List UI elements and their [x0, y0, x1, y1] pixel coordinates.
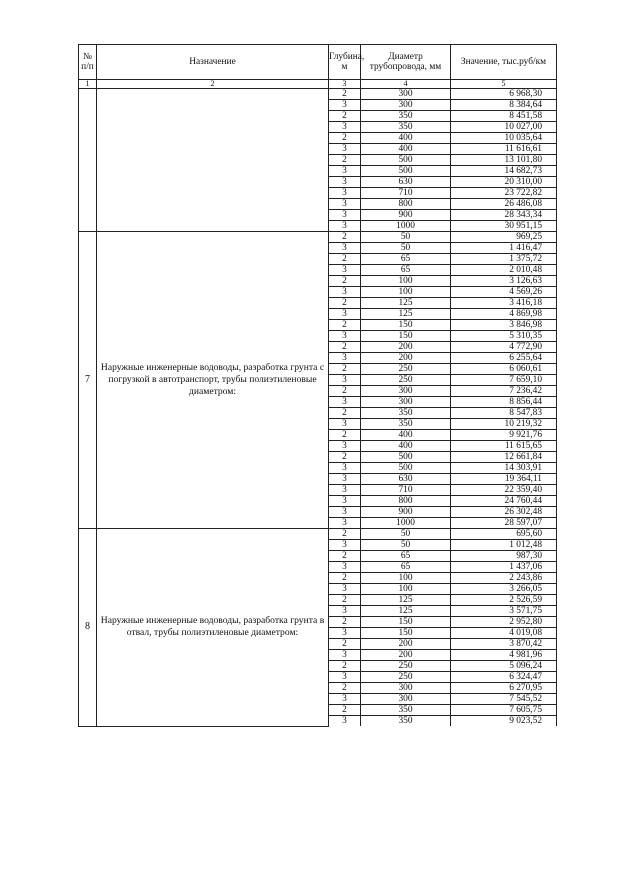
- depth-cell: 3: [329, 474, 361, 485]
- depth-cell: 3: [329, 485, 361, 496]
- value-cell: 2 952,80: [451, 617, 557, 628]
- diameter-cell: 200: [361, 342, 451, 353]
- diameter-cell: 350: [361, 122, 451, 133]
- depth-cell: 3: [329, 463, 361, 474]
- diameter-cell: 400: [361, 133, 451, 144]
- depth-cell: 2: [329, 408, 361, 419]
- value-cell: 5 310,35: [451, 331, 557, 342]
- header-diameter: Диаметр трубопровода, мм: [361, 45, 451, 80]
- depth-cell: 2: [329, 705, 361, 716]
- depth-cell: 2: [329, 298, 361, 309]
- diameter-cell: 100: [361, 573, 451, 584]
- diameter-cell: 630: [361, 177, 451, 188]
- diameter-cell: 50: [361, 232, 451, 243]
- value-cell: 8 384,64: [451, 100, 557, 111]
- value-cell: 4 569,26: [451, 287, 557, 298]
- depth-cell: 3: [329, 177, 361, 188]
- diameter-cell: 100: [361, 584, 451, 595]
- value-cell: 7 605,75: [451, 705, 557, 716]
- diameter-cell: 800: [361, 496, 451, 507]
- value-cell: 10 027,00: [451, 122, 557, 133]
- diameter-cell: 400: [361, 430, 451, 441]
- diameter-cell: 125: [361, 595, 451, 606]
- diameter-cell: 150: [361, 320, 451, 331]
- value-cell: 6 060,61: [451, 364, 557, 375]
- value-cell: 3 571,75: [451, 606, 557, 617]
- depth-cell: 3: [329, 606, 361, 617]
- diameter-cell: 65: [361, 551, 451, 562]
- value-cell: 8 451,58: [451, 111, 557, 122]
- value-cell: 9 023,52: [451, 716, 557, 727]
- depth-cell: 2: [329, 133, 361, 144]
- value-cell: 28 597,07: [451, 518, 557, 529]
- diameter-cell: 500: [361, 155, 451, 166]
- depth-cell: 2: [329, 683, 361, 694]
- depth-cell: 3: [329, 188, 361, 199]
- value-cell: 10 219,32: [451, 419, 557, 430]
- diameter-cell: 300: [361, 683, 451, 694]
- table-row: [79, 232, 557, 243]
- item-description: Наружные инженерные водоводы, разработка грунта в отвал, трубы полиэтиленовые диаметром:: [97, 529, 329, 727]
- diameter-cell: 500: [361, 463, 451, 474]
- depth-cell: 2: [329, 551, 361, 562]
- value-cell: 14 303,91: [451, 463, 557, 474]
- depth-cell: 3: [329, 694, 361, 705]
- depth-cell: 2: [329, 430, 361, 441]
- value-cell: 7 545,52: [451, 694, 557, 705]
- diameter-cell: 300: [361, 397, 451, 408]
- depth-cell: 2: [329, 232, 361, 243]
- value-cell: 19 364,11: [451, 474, 557, 485]
- diameter-cell: 400: [361, 441, 451, 452]
- value-cell: 28 343,34: [451, 210, 557, 221]
- value-cell: 9 921,76: [451, 430, 557, 441]
- diameter-cell: 1000: [361, 221, 451, 232]
- depth-cell: 3: [329, 507, 361, 518]
- value-cell: 11 616,61: [451, 144, 557, 155]
- diameter-cell: 350: [361, 716, 451, 727]
- diameter-cell: 200: [361, 353, 451, 364]
- depth-cell: 2: [329, 155, 361, 166]
- value-cell: 5 096,24: [451, 661, 557, 672]
- diameter-cell: 1000: [361, 518, 451, 529]
- value-cell: 24 760,44: [451, 496, 557, 507]
- value-cell: 6 255,64: [451, 353, 557, 364]
- value-cell: 7 236,42: [451, 386, 557, 397]
- value-cell: 2 526,59: [451, 595, 557, 606]
- diameter-cell: 50: [361, 540, 451, 551]
- item-number: 7: [79, 232, 97, 529]
- depth-cell: 3: [329, 562, 361, 573]
- depth-cell: 3: [329, 650, 361, 661]
- diameter-cell: 250: [361, 375, 451, 386]
- diameter-cell: 900: [361, 210, 451, 221]
- diameter-cell: 150: [361, 617, 451, 628]
- depth-cell: 3: [329, 672, 361, 683]
- diameter-cell: 150: [361, 628, 451, 639]
- item-description: Наружные инженерные водоводы, разработка грунта с погрузкой в автотранспорт, трубы полиэтиленовые диаметром:: [97, 232, 329, 529]
- depth-cell: 3: [329, 628, 361, 639]
- diameter-cell: 200: [361, 639, 451, 650]
- header-number: № п/п: [79, 45, 97, 80]
- value-cell: 26 302,48: [451, 507, 557, 518]
- item-description: [97, 89, 329, 232]
- diameter-cell: 100: [361, 287, 451, 298]
- value-cell: 1 375,72: [451, 254, 557, 265]
- value-cell: 20 310,00: [451, 177, 557, 188]
- diameter-cell: 200: [361, 650, 451, 661]
- column-number: 4: [361, 80, 451, 89]
- diameter-cell: 500: [361, 166, 451, 177]
- value-cell: 10 035,64: [451, 133, 557, 144]
- value-cell: 13 101,80: [451, 155, 557, 166]
- value-cell: 969,25: [451, 232, 557, 243]
- diameter-cell: 300: [361, 100, 451, 111]
- diameter-cell: 350: [361, 111, 451, 122]
- value-cell: 1 416,47: [451, 243, 557, 254]
- depth-cell: 3: [329, 518, 361, 529]
- depth-cell: 2: [329, 89, 361, 100]
- value-cell: 11 615,65: [451, 441, 557, 452]
- depth-cell: 3: [329, 210, 361, 221]
- depth-cell: 2: [329, 529, 361, 540]
- diameter-cell: 350: [361, 705, 451, 716]
- diameter-cell: 65: [361, 254, 451, 265]
- depth-cell: 3: [329, 441, 361, 452]
- depth-cell: 2: [329, 254, 361, 265]
- diameter-cell: 125: [361, 606, 451, 617]
- diameter-cell: 250: [361, 364, 451, 375]
- depth-cell: 2: [329, 320, 361, 331]
- table-body: [79, 89, 557, 727]
- value-cell: 26 486,08: [451, 199, 557, 210]
- depth-cell: 2: [329, 661, 361, 672]
- depth-cell: 2: [329, 276, 361, 287]
- header-value: Значение, тыс.руб/км: [451, 45, 557, 80]
- diameter-cell: 125: [361, 309, 451, 320]
- diameter-cell: 100: [361, 276, 451, 287]
- depth-cell: 3: [329, 122, 361, 133]
- diameter-cell: 630: [361, 474, 451, 485]
- value-cell: 1 437,06: [451, 562, 557, 573]
- value-cell: 6 270,95: [451, 683, 557, 694]
- column-number: 3: [329, 80, 361, 89]
- diameter-cell: 300: [361, 694, 451, 705]
- depth-cell: 3: [329, 243, 361, 254]
- depth-cell: 3: [329, 331, 361, 342]
- diameter-cell: 800: [361, 199, 451, 210]
- diameter-cell: 250: [361, 661, 451, 672]
- depth-cell: 3: [329, 540, 361, 551]
- value-cell: 23 722,82: [451, 188, 557, 199]
- value-cell: 3 266,05: [451, 584, 557, 595]
- value-cell: 4 772,90: [451, 342, 557, 353]
- depth-cell: 3: [329, 265, 361, 276]
- item-number: 8: [79, 529, 97, 727]
- column-number: 5: [451, 80, 557, 89]
- depth-cell: 3: [329, 584, 361, 595]
- diameter-cell: 300: [361, 386, 451, 397]
- diameter-cell: 710: [361, 485, 451, 496]
- depth-cell: 2: [329, 595, 361, 606]
- value-cell: 695,60: [451, 529, 557, 540]
- diameter-cell: 710: [361, 188, 451, 199]
- value-cell: 2 243,86: [451, 573, 557, 584]
- diameter-cell: 350: [361, 419, 451, 430]
- header-row: [79, 45, 557, 80]
- depth-cell: 3: [329, 287, 361, 298]
- value-cell: 4 019,08: [451, 628, 557, 639]
- price-table-page: [78, 44, 556, 727]
- value-cell: 987,30: [451, 551, 557, 562]
- depth-cell: 3: [329, 375, 361, 386]
- value-cell: 6 324,47: [451, 672, 557, 683]
- header-purpose: Назначение: [97, 45, 329, 80]
- diameter-cell: 350: [361, 408, 451, 419]
- value-cell: 30 951,15: [451, 221, 557, 232]
- depth-cell: 3: [329, 166, 361, 177]
- column-number-row: [79, 80, 557, 89]
- header-depth: Глубина, м: [329, 45, 361, 80]
- value-cell: 3 416,18: [451, 298, 557, 309]
- table-row: [79, 89, 557, 100]
- depth-cell: 2: [329, 617, 361, 628]
- depth-cell: 2: [329, 342, 361, 353]
- column-number: 1: [79, 80, 97, 89]
- value-cell: 14 682,73: [451, 166, 557, 177]
- depth-cell: 2: [329, 364, 361, 375]
- value-cell: 3 126,63: [451, 276, 557, 287]
- depth-cell: 3: [329, 716, 361, 727]
- depth-cell: 3: [329, 221, 361, 232]
- depth-cell: 3: [329, 199, 361, 210]
- diameter-cell: 150: [361, 331, 451, 342]
- value-cell: 2 010,48: [451, 265, 557, 276]
- depth-cell: 2: [329, 573, 361, 584]
- diameter-cell: 400: [361, 144, 451, 155]
- value-cell: 7 659,10: [451, 375, 557, 386]
- diameter-cell: 500: [361, 452, 451, 463]
- depth-cell: 2: [329, 452, 361, 463]
- diameter-cell: 50: [361, 529, 451, 540]
- value-cell: 12 661,84: [451, 452, 557, 463]
- depth-cell: 3: [329, 397, 361, 408]
- value-cell: 4 981,96: [451, 650, 557, 661]
- column-number: 2: [97, 80, 329, 89]
- diameter-cell: 250: [361, 672, 451, 683]
- value-cell: 8 856,44: [451, 397, 557, 408]
- depth-cell: 2: [329, 111, 361, 122]
- value-cell: 1 012,48: [451, 540, 557, 551]
- diameter-cell: 300: [361, 89, 451, 100]
- diameter-cell: 65: [361, 562, 451, 573]
- diameter-cell: 125: [361, 298, 451, 309]
- depth-cell: 3: [329, 353, 361, 364]
- price-table: [78, 44, 557, 727]
- table-row: [79, 529, 557, 540]
- depth-cell: 3: [329, 419, 361, 430]
- depth-cell: 3: [329, 496, 361, 507]
- diameter-cell: 65: [361, 265, 451, 276]
- diameter-cell: 900: [361, 507, 451, 518]
- value-cell: 6 968,30: [451, 89, 557, 100]
- depth-cell: 2: [329, 386, 361, 397]
- depth-cell: 2: [329, 639, 361, 650]
- value-cell: 4 869,98: [451, 309, 557, 320]
- depth-cell: 3: [329, 100, 361, 111]
- item-number: [79, 89, 97, 232]
- depth-cell: 3: [329, 144, 361, 155]
- value-cell: 3 846,98: [451, 320, 557, 331]
- diameter-cell: 50: [361, 243, 451, 254]
- depth-cell: 3: [329, 309, 361, 320]
- value-cell: 22 359,40: [451, 485, 557, 496]
- value-cell: 8 547,83: [451, 408, 557, 419]
- value-cell: 3 870,42: [451, 639, 557, 650]
